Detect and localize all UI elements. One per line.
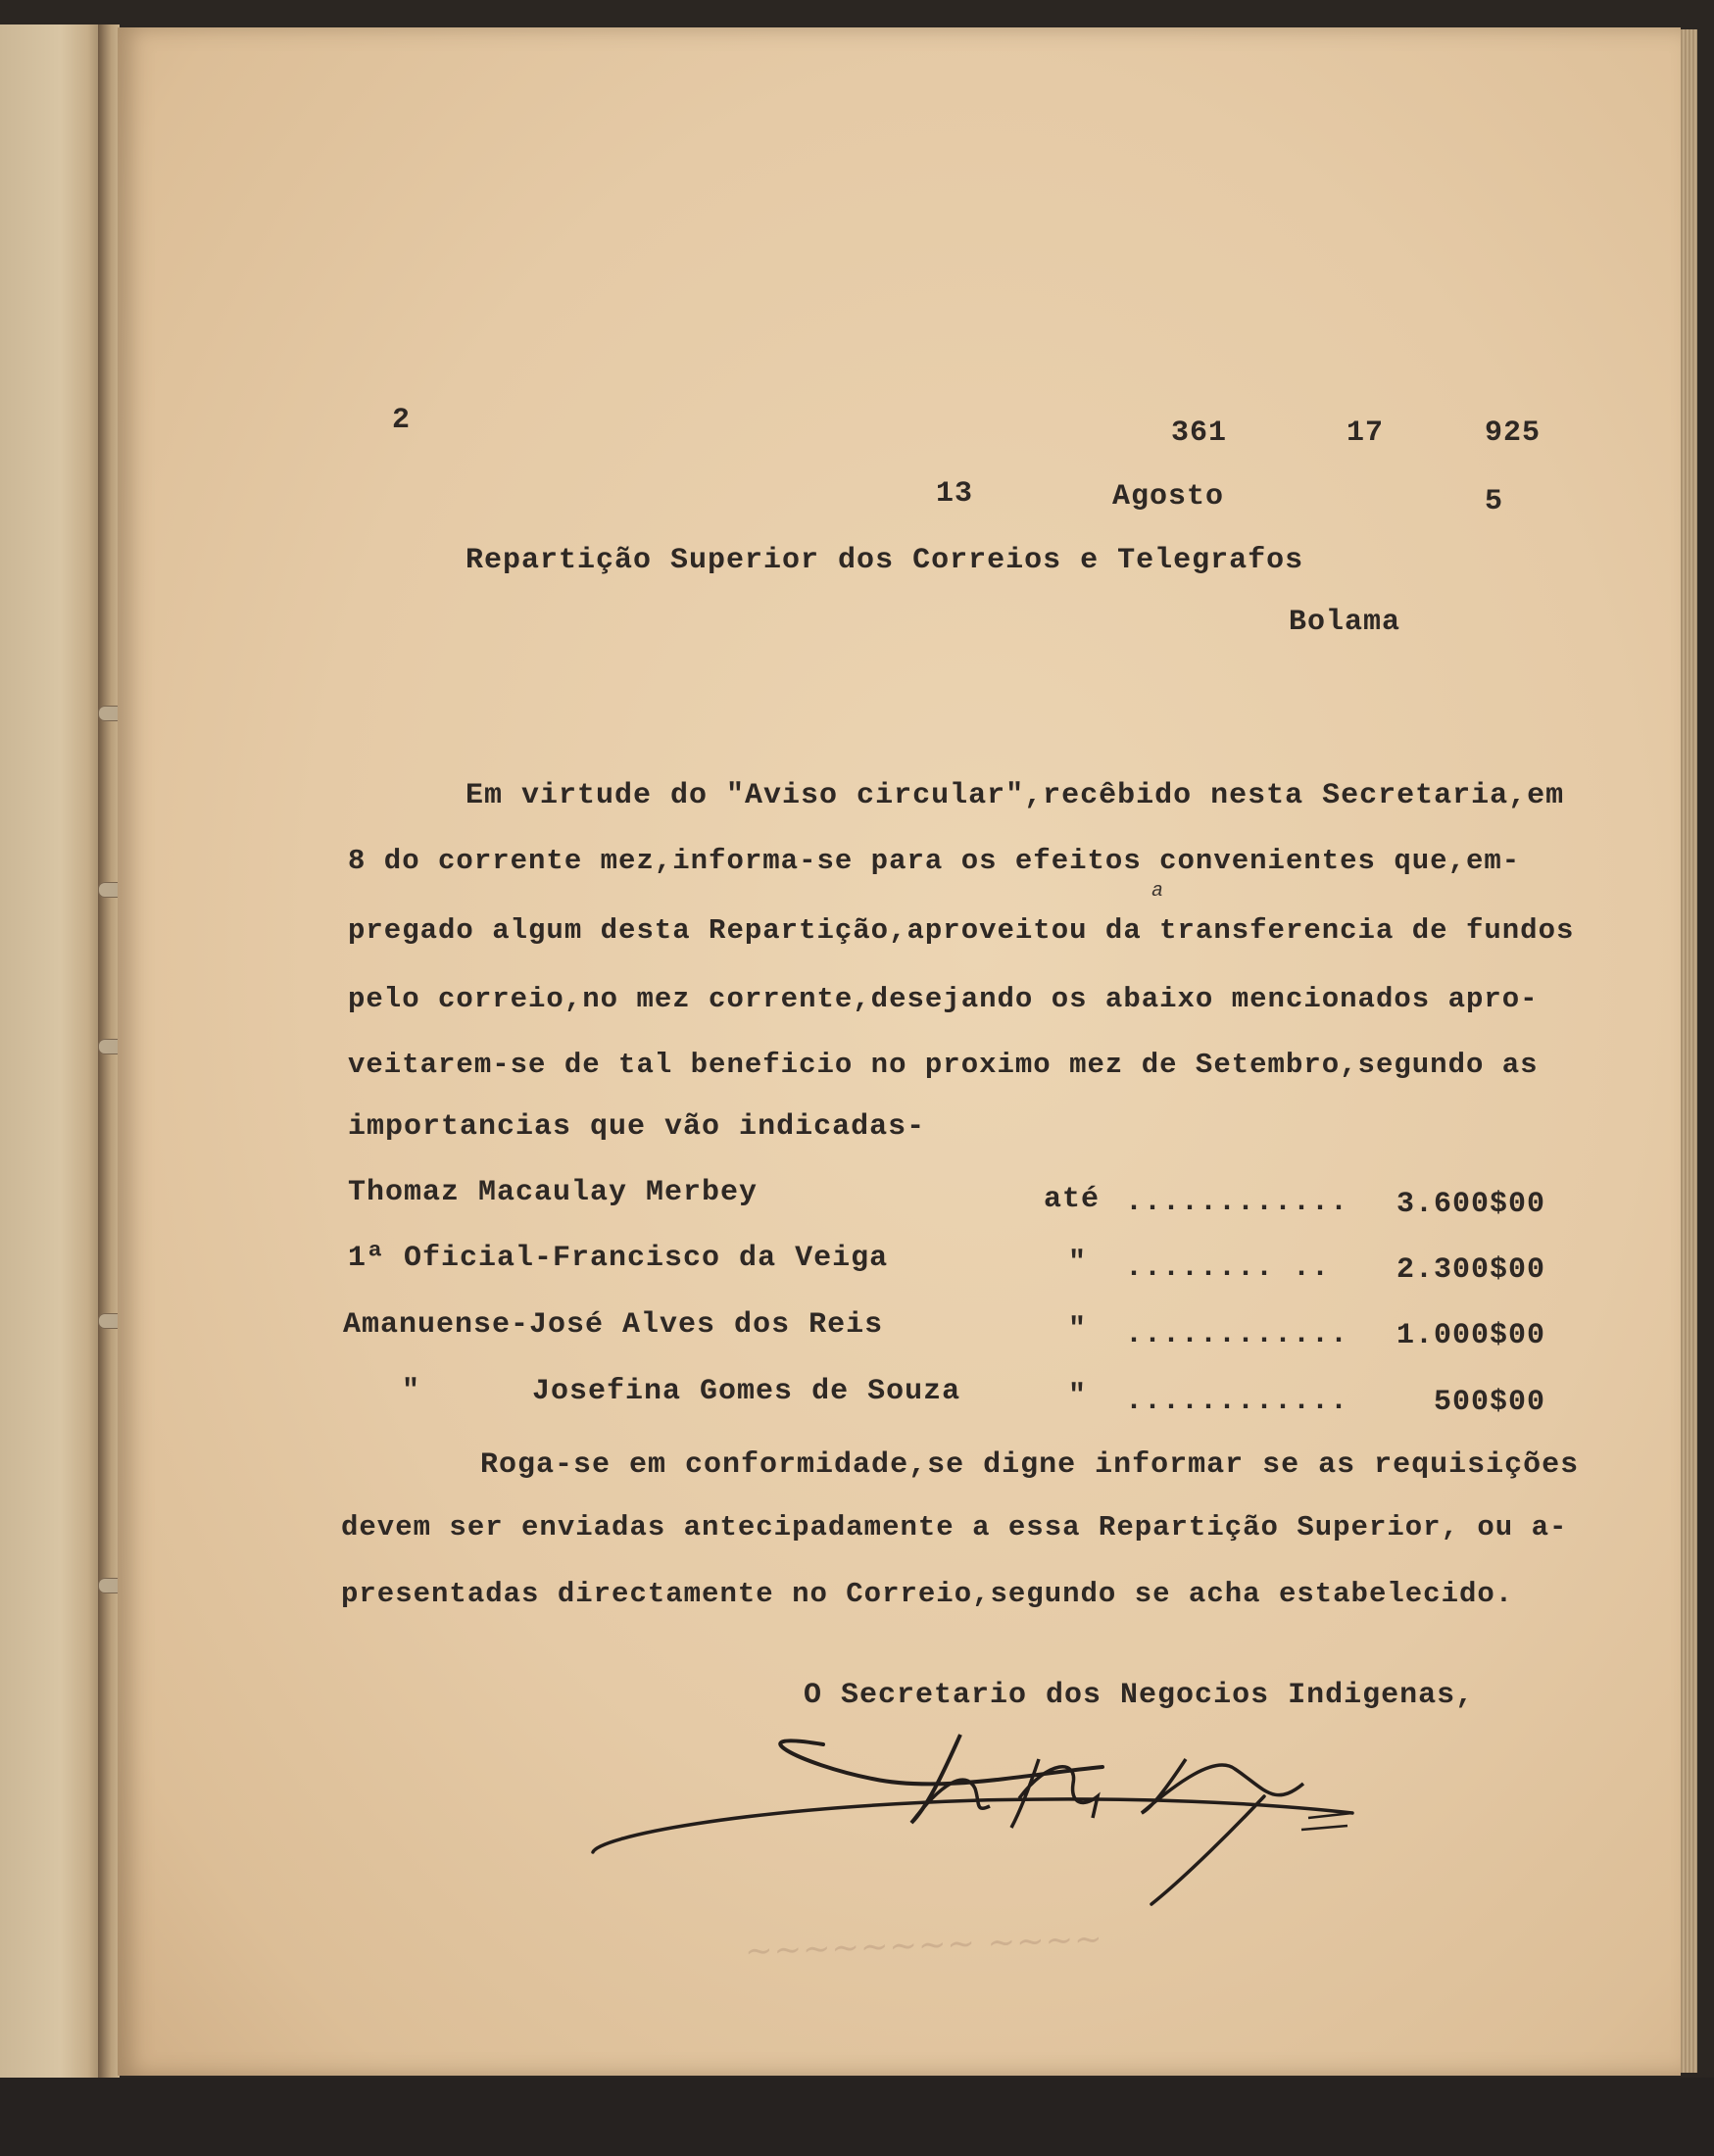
payee-prefix: até — [1044, 1183, 1101, 1216]
document-number: 361 — [1171, 416, 1228, 450]
reference-day: 17 — [1347, 416, 1385, 450]
payee-name: Thomaz Macaulay Merbey — [348, 1176, 759, 1209]
payee-prefix: " — [1068, 1313, 1088, 1347]
payee-dots: ............ — [1125, 1318, 1349, 1351]
payee-amount: 3.600$00 — [1396, 1188, 1546, 1221]
body-line: pelo correio,no mez corrente,desejando os abaixo mencionados apro- — [348, 983, 1539, 1015]
closing-line: Roga-se em conformidade,se digne informar se as requisições — [480, 1448, 1580, 1482]
body-line: Em virtude do "Aviso circular",recêbido nesta Secretaria,em — [465, 779, 1565, 812]
body-line: importancias que vão indicadas- — [348, 1110, 926, 1144]
payee-amount: 2.300$00 — [1396, 1253, 1546, 1287]
page-number: 2 — [392, 404, 412, 437]
payee-dots: ............ — [1125, 1385, 1349, 1418]
payee-prefix: " — [1068, 1380, 1088, 1413]
body-line: 8 do corrente mez,informa-se para os efeitos convenientes que,em- — [348, 845, 1521, 877]
body-line: pregado algum desta Repartição,aproveitou da transferencia de fundos — [348, 914, 1575, 947]
body-line: veitarem-se de tal beneficio no proximo mez de Setembro,segundo as — [348, 1049, 1539, 1081]
faded-handwriting: ~~~~~~~~ ~~~~ — [744, 1919, 1104, 1972]
payee-dots: ............ — [1125, 1186, 1349, 1219]
payee-amount: 1.000$00 — [1396, 1319, 1546, 1352]
payee-amount: 500$00 — [1434, 1386, 1546, 1419]
payee-prefix: " — [1068, 1247, 1088, 1280]
signature-title: O Secretario dos Negocios Indigenas, — [804, 1679, 1475, 1712]
left-page-edge — [0, 24, 110, 2091]
scan-background — [0, 2078, 1714, 2156]
closing-line: devem ser enviadas antecipadamente a essa Repartição Superior, ou a- — [341, 1511, 1568, 1544]
closing-line: presentadas directamente no Correio,segundo se acha estabelecido. — [341, 1578, 1514, 1610]
date-day: 13 — [936, 477, 974, 511]
handwritten-signature — [588, 1690, 1392, 1916]
item-number: 5 — [1485, 485, 1504, 518]
payee-name: " Josefina Gomes de Souza — [402, 1375, 961, 1408]
payee-dots: ........ .. — [1125, 1251, 1331, 1285]
addressee-line: Repartição Superior dos Correios e Telegrafos — [465, 544, 1304, 577]
year: 925 — [1485, 416, 1542, 450]
date-month: Agosto — [1112, 480, 1225, 514]
handwritten-insertion: a — [1151, 880, 1165, 903]
payee-name: Amanuense-José Alves dos Reis — [343, 1308, 884, 1342]
addressee-location: Bolama — [1289, 606, 1401, 639]
payee-name: 1ª Oficial-Francisco da Veiga — [348, 1242, 889, 1275]
